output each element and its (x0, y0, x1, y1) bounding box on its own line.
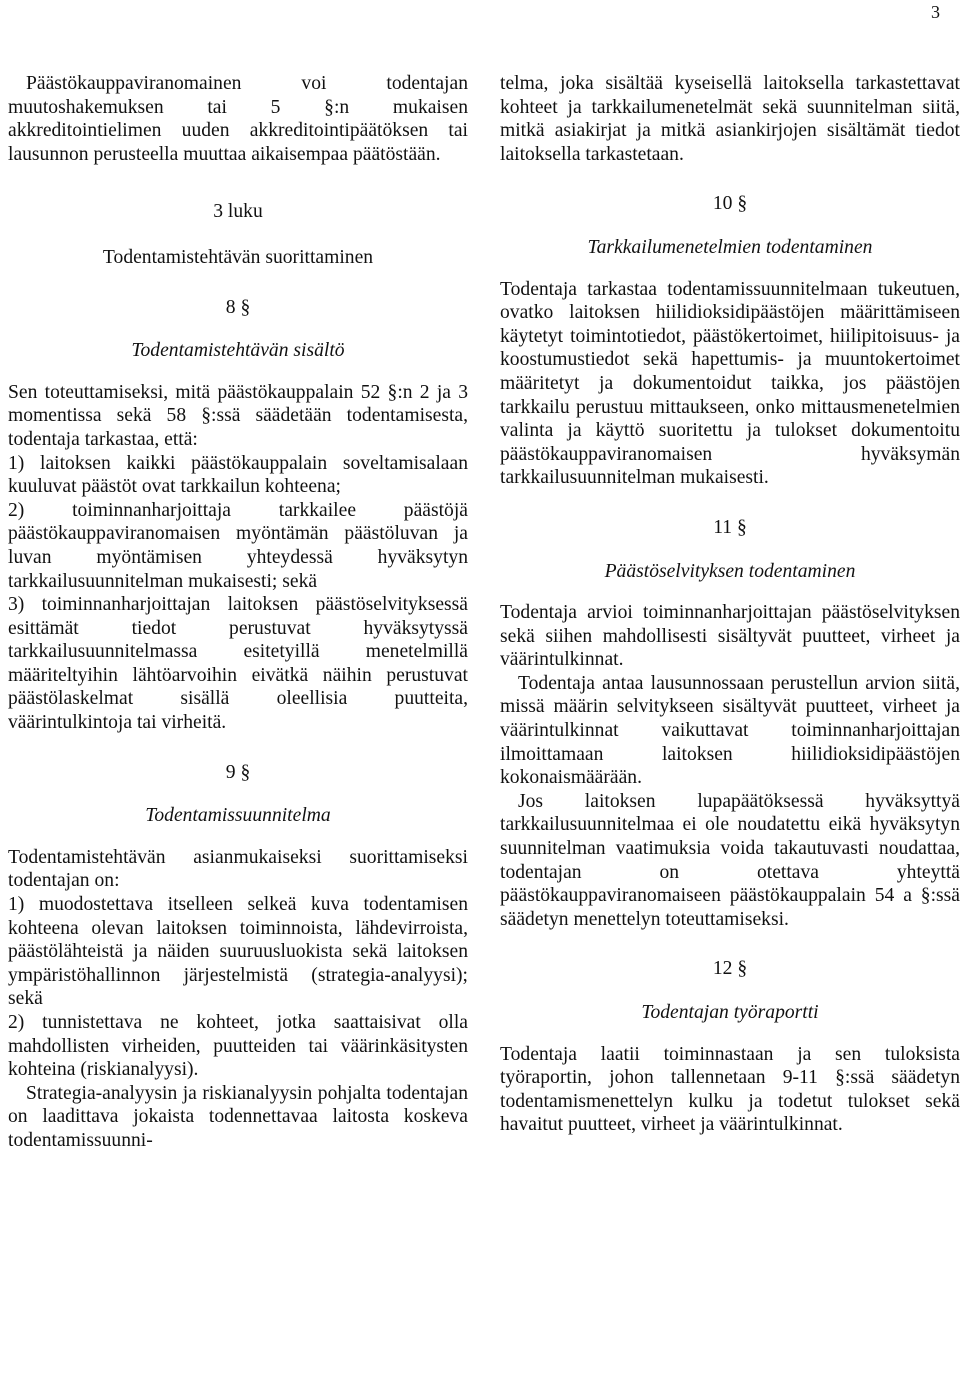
section-10-paragraph: Todentaja tarkastaa todentamissuunnitelmaan tukeutuen, ovatko laitoksen hiilidioksidipäästöjen määrittämiseen käytetyt toimintotiedot, päästökertoimet, hiilipitoisuus- ja koostumustiedot sekä hapettumis- ja muuntokertoimet määritetyt ja dokumentoidut taikka, jos päästöjen tarkkailu perustuu mittaukseen, onko mittausmenetelmien valinta ja käyttö suoritettu ja tulokset dokumentoitu päästökauppaviranomaisen hyväksymän tarkkailusuunnitelman mukaisesti. (500, 278, 960, 489)
section-8-item-3: 3) toiminnanharjoittajan laitoksen päästöselvityksessä esittämät tiedot perustuvat hyväksytyssä tarkkailusuunnitelmassa esitetyillä menetelmillä määriteltyihin lähtöarvoihin eivätkä näihin perustuvat päästölaskelmat sisällä oleellisia puutteita, väärintulkintoja tai virheitä. (8, 594, 468, 734)
section-9-item-2: 2) tunnistettava ne kohteet, jotka saattaisivat olla mahdollisten virheiden, puutteiden tai väärinkäsitysten kohteina (riskianalyysi). (8, 1012, 468, 1081)
section-10-title: Tarkkailumenetelmien todentaminen (587, 236, 873, 258)
right-column (500, 72, 960, 1137)
section-12-number: 12 § (712, 958, 748, 980)
section-8-item-1: 1) laitoksen kaikki päästökauppalain soveltamisalaan kuuluvat päästöt ovat tarkkailun kohteena; (8, 452, 468, 498)
section-9-paragraph-1: Todentamistehtävän asianmukaiseksi suorittamiseksi todentajan on: (8, 846, 468, 892)
section-11-paragraph-3: Jos laitoksen lupapäätöksessä hyväksyttyä tarkkailusuunnitelmaa ei ole noudatettu eikä hyväksytyn suunnitelman vaatimuksia voida takautuvasti noudattaa, todentajan on otettava yhteyttä päästökauppaviranomaiseen päästökauppalain 54 a §:ssä säädetyn menettelyn toteuttamiseksi. (500, 790, 960, 930)
section-11-number: 11 § (713, 516, 747, 538)
page-number: 3 (931, 2, 940, 22)
chapter-number: 3 luku (213, 201, 263, 223)
section-9-title: Todentamissuunnitelma (145, 805, 331, 827)
continued-paragraph: telma, joka sisältää kyseisellä laitoksella tarkastettavat kohteet ja tarkkailumenetelmät sekä suunnitelman siitä, mitkä asiakirjat ja mitkä asiankirjojen sisältämät tiedot laitoksella tarkastetaan. (500, 73, 960, 165)
section-10-number: 10 § (712, 193, 748, 215)
section-9-item-1: 1) muodostettava itselleen selkeä kuva todentamisen kohteena olevan laitoksen toiminnoista, lähdevirroista, päästölähteistä ja näiden suuruusluokista sekä laitoksen ympäristöhallinnon järjestelmistä (strategia-analyysi); sekä (8, 894, 468, 1010)
section-9-number: 9 § (225, 761, 251, 783)
left-column (8, 72, 468, 1153)
section-8-item-2: 2) toiminnanharjoittaja tarkkailee päästöjä päästökauppaviranomaisen myöntämän päästöluvan ja luvan myöntämisen yhteydessä hyväksytyn tarkkailusuunnitelman mukaisesti; sekä (8, 499, 468, 592)
section-8-title: Todentamistehtävän sisältö (131, 340, 345, 362)
section-12-paragraph: Todentaja laatii toiminnastaan ja sen tuloksista työraportin, johon tallennetaan 9-11 §:ssä säädetyn todentamismenettelyn kulku ja todetut tulokset sekä havaitut puutteet, virheet ja väärintulkinnat. (500, 1043, 960, 1136)
intro-paragraph: Päästökauppaviranomainen voi todentajan muutoshakemuksen tai 5 §:n mukaisen akkreditointielimen uuden akkreditointipäätöksen tai lausunnon perusteella muuttaa aikaisempaa päätöstään. (8, 73, 468, 165)
section-8-number: 8 § (225, 296, 251, 318)
section-9-paragraph-2: Strategia-analyysin ja riskianalyysin pohjalta todentajan on laadittava jokaista todennettavaa laitosta koskeva todentamissuunni- (8, 1082, 468, 1151)
section-11-title: Päästöselvityksen todentaminen (604, 560, 856, 582)
section-11-paragraph-1: Todentaja arvioi toiminnanharjoittajan päästöselvityksen sekä siihen mahdollisesti sisältyvät puutteet, virheet ja väärintulkinnat. (500, 602, 960, 671)
section-8-paragraph: Sen toteuttamiseksi, mitä päästökauppalain 52 §:n 2 ja 3 momentissa sekä 58 §:ssä säädetään todentamisesta, todentaja tarkastaa, että: (8, 381, 468, 450)
chapter-title: Todentamistehtävän suorittaminen (102, 246, 374, 268)
section-12-title: Todentajan työraportti (641, 1002, 819, 1023)
section-11-paragraph-2: Todentaja antaa lausunnossaan perustellun arvion siitä, missä määrin selvitykseen sisältyvät puutteet, virheet ja väärintulkinnat vaikuttavat toiminnanharjoittajan ilmoittamaan laitoksen hiilidioksidipäästöjen kokonaismäärään. (500, 672, 960, 789)
